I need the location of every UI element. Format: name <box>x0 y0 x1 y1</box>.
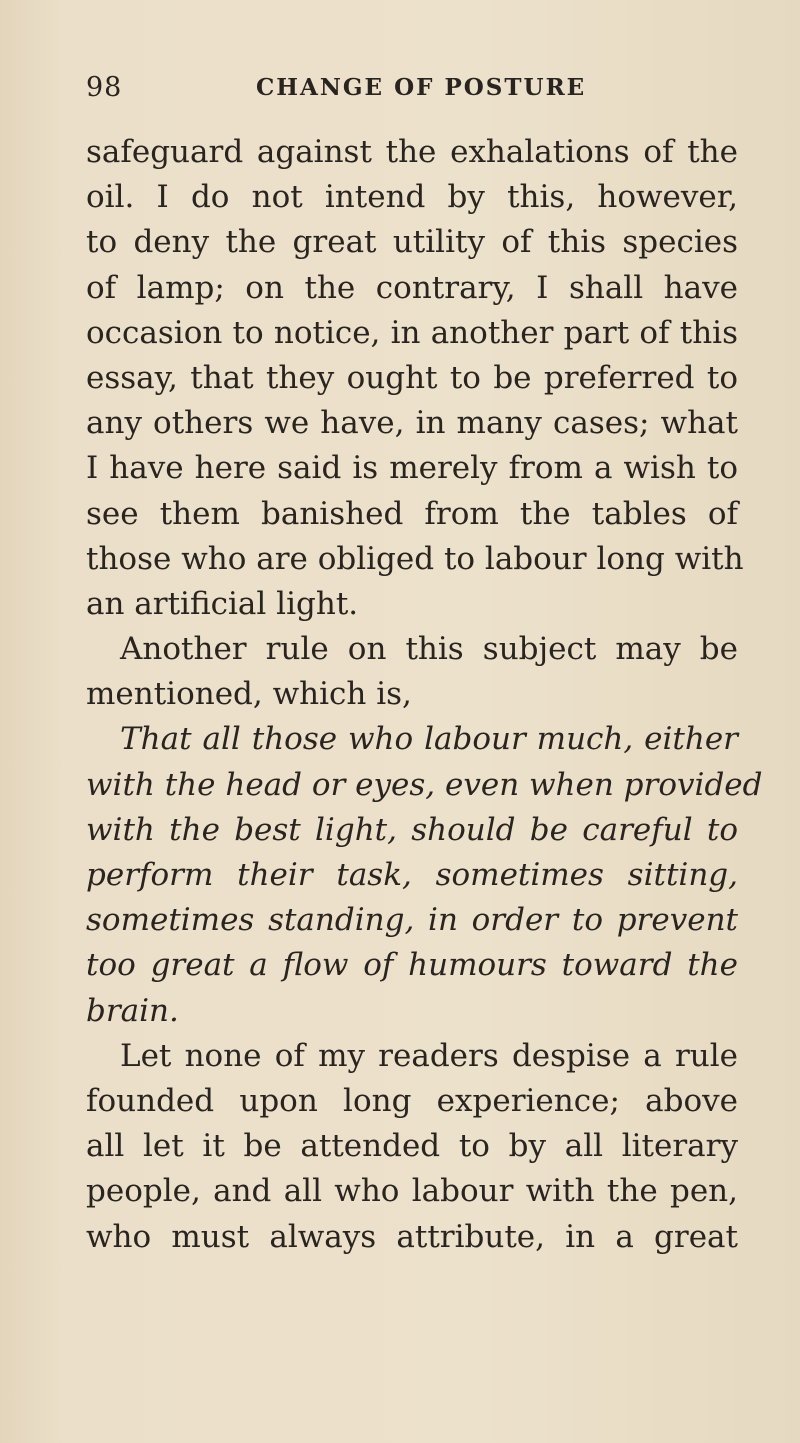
running-head <box>86 72 726 112</box>
italic-rule-line: perform their task, sometimes sitting, <box>86 857 738 893</box>
body-text <box>86 130 763 1260</box>
italic-rule-line: That all those who labour much, either <box>120 721 738 758</box>
italic-rule-line: with the head or eyes, even when provided <box>86 766 763 803</box>
running-title: CHANGE OF POSTURE <box>256 74 587 101</box>
text-line: oil. I do not intend by this, however, <box>86 179 738 216</box>
text-line: Another rule on this subject may be <box>120 631 738 668</box>
page-number: 98 <box>86 72 123 103</box>
text-line: mentioned, which is, <box>86 676 412 713</box>
italic-rule-line: sometimes standing, in order to prevent <box>86 902 738 939</box>
text-line: people, and all who labour with the pen, <box>86 1173 738 1210</box>
italic-rule-line: brain. <box>86 992 179 1029</box>
text-line: see them banished from the tables of <box>86 495 738 532</box>
text-line: an artificial light. <box>86 585 359 622</box>
text-line: of lamp; on the contrary, I shall have <box>86 269 738 306</box>
text-line: all let it be attended to by all literary <box>86 1128 738 1165</box>
text-line: I have here said is merely from a wish to <box>86 450 738 487</box>
text-line: Let none of my readers despise a rule <box>120 1037 738 1074</box>
text-line: founded upon long experience; above <box>86 1082 738 1119</box>
italic-rule-line: too great a flow of humours toward the <box>86 947 738 984</box>
text-line: occasion to notice, in another part of this <box>86 314 738 351</box>
text-line: essay, that they ought to be preferred to <box>86 359 738 396</box>
text-line: who must always attribute, in a great <box>86 1218 738 1255</box>
italic-rule-line: with the best light, should be careful to <box>86 811 738 848</box>
text-line: any others we have, in many cases; what <box>86 405 738 442</box>
text-line: to deny the great utility of this species <box>86 224 738 261</box>
text-line: safeguard against the exhalations of the <box>86 134 738 170</box>
text-line: those who are obliged to labour long with <box>86 540 744 577</box>
